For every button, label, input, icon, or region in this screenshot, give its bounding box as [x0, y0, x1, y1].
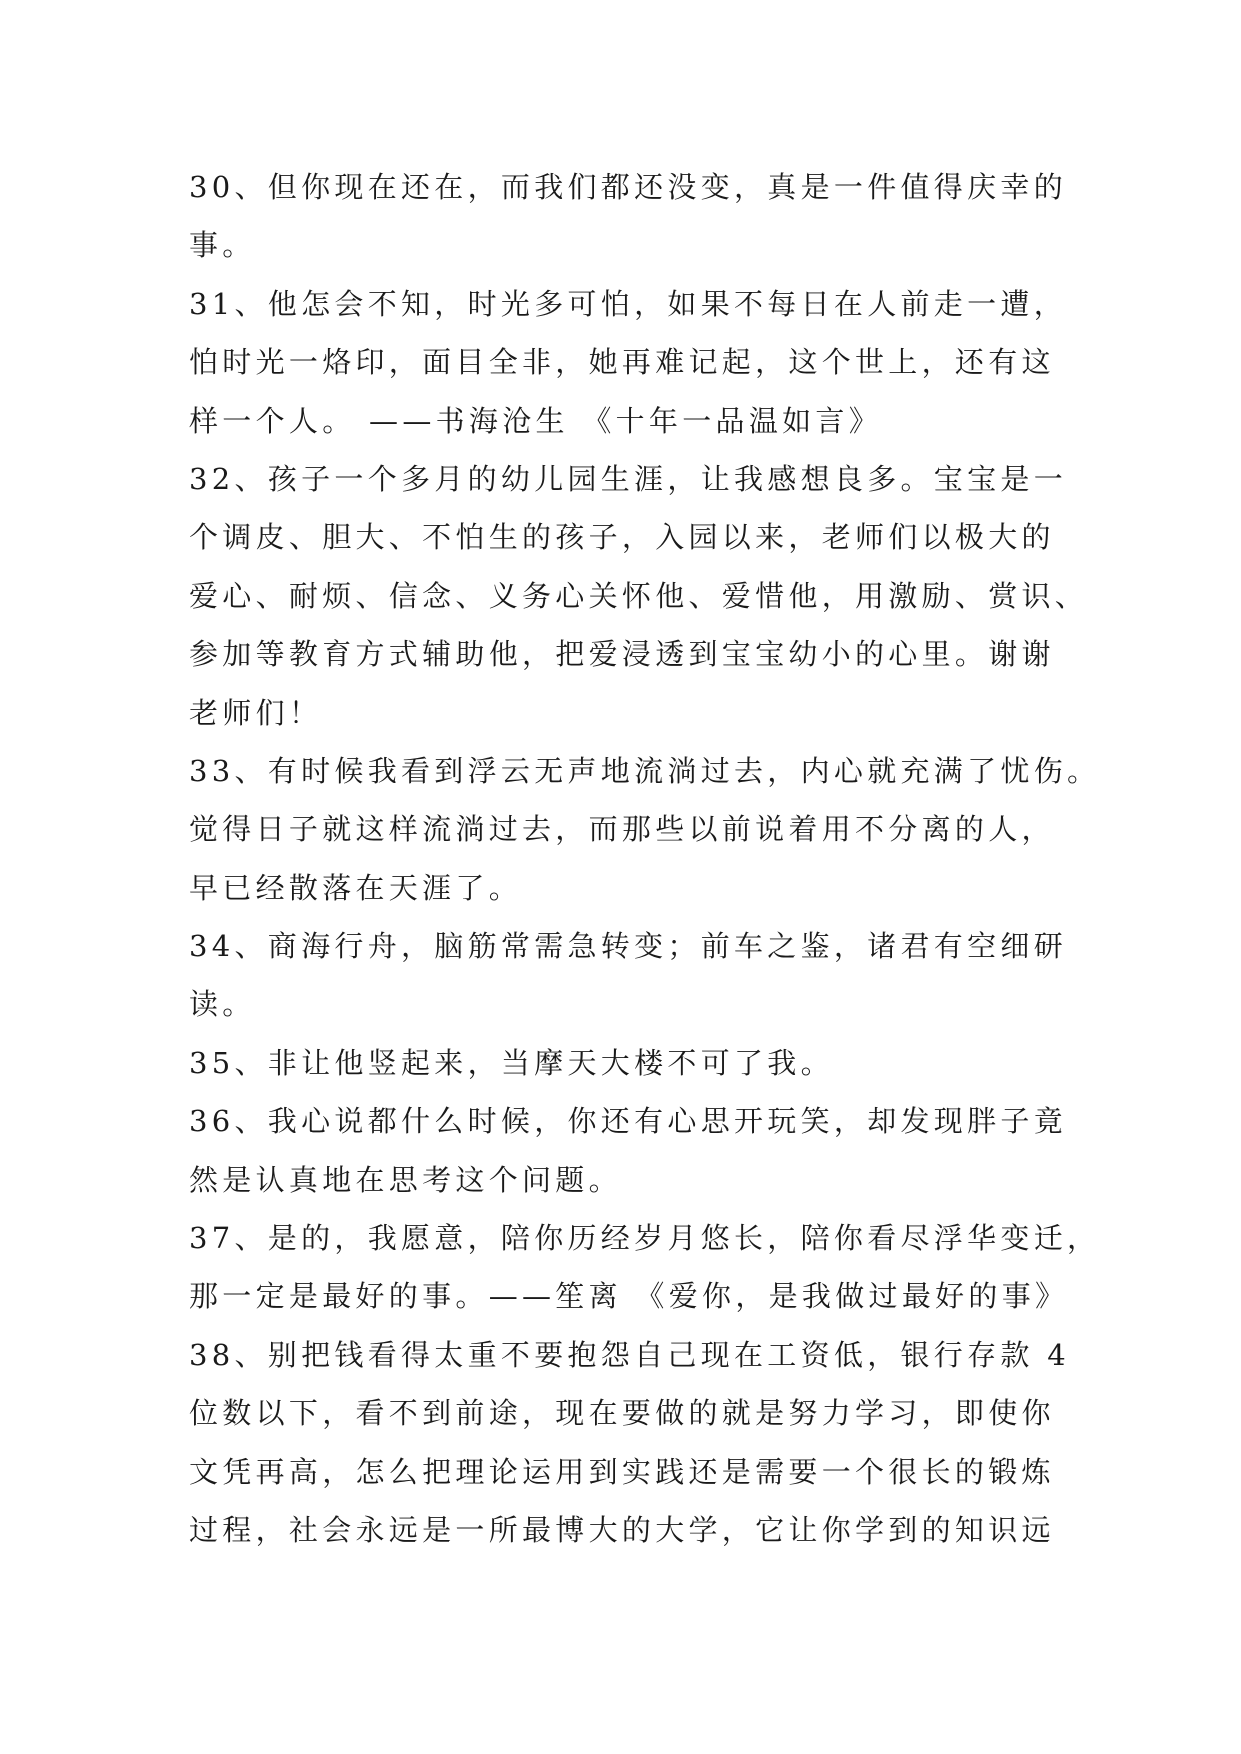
text-line: 位数以下，看不到前途，现在要做的就是努力学习，即使你: [189, 1396, 1055, 1431]
text-line: 31、他怎会不知，时光多可怕，如果不每日在人前走一遭，: [189, 286, 1068, 321]
text-line: 觉得日子就这样流淌过去，而那些以前说着用不分离的人，: [189, 812, 1055, 847]
text-line: 参加等教育方式辅助他，把爱浸透到宝宝幼小的心里。谢谢: [189, 637, 1055, 672]
document-body: [189, 158, 1101, 1559]
text-line: 怕时光一烙印，面目全非，她再难记起，这个世上，还有这: [189, 345, 1055, 380]
text-line: 37、是的，我愿意，陪你历经岁月悠长，陪你看尽浮华变迁，: [189, 1221, 1101, 1256]
text-line: 个调皮、胆大、不怕生的孩子，入园以来，老师们以极大的: [189, 520, 1055, 555]
text-line: 文凭再高，怎么把理论运用到实践还是需要一个很长的锻炼: [189, 1454, 1055, 1489]
text-line: 样一个人。 ——书海沧生 《十年一品温如言》: [189, 403, 883, 438]
text-line: 36、我心说都什么时候，你还有心思开玩笑，却发现胖子竟: [189, 1104, 1068, 1139]
text-line: 34、商海行舟，脑筋常需急转变；前车之鉴，诸君有空细研: [189, 929, 1068, 964]
text-line: 38、别把钱看得太重不要抱怨自己现在工资低，银行存款 4: [189, 1337, 1070, 1372]
text-line: 那一定是最好的事。——笙离 《爱你，是我做过最好的事》: [189, 1279, 1069, 1314]
text-line: 老师们！: [189, 695, 323, 730]
text-line: 读。: [189, 987, 256, 1022]
text-line: 爱心、耐烦、信念、义务心关怀他、爱惜他，用激励、赏识、: [189, 578, 1089, 613]
text-line: 32、孩子一个多月的幼儿园生涯，让我感想良多。宝宝是一: [189, 461, 1068, 496]
text-line: 30、但你现在还在，而我们都还没变，真是一件值得庆幸的: [189, 170, 1068, 204]
text-line: 早已经散落在天涯了。: [189, 870, 523, 905]
text-line: 35、非让他竖起来，当摩天大楼不可了我。: [189, 1045, 834, 1080]
text-line: 事。: [189, 228, 256, 263]
text-line: 过程，社会永远是一所最博大的大学，它让你学到的知识远: [189, 1512, 1055, 1547]
text-line: 33、有时候我看到浮云无声地流淌过去，内心就充满了忧伤。: [189, 753, 1101, 788]
text-line: 然是认真地在思考这个问题。: [189, 1162, 622, 1197]
